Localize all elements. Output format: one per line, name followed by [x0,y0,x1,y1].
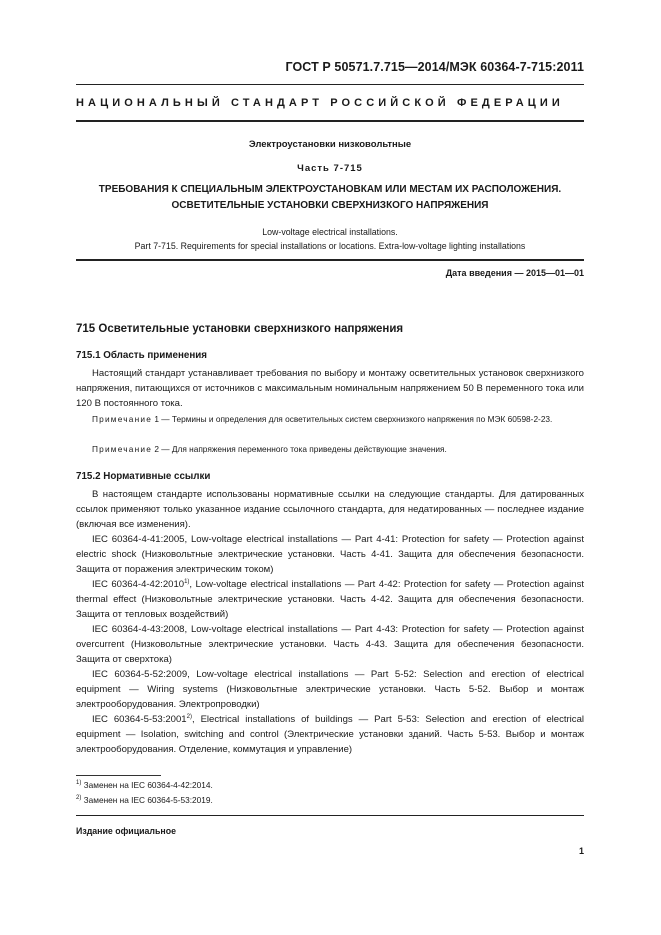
note-1-label: Примечание [92,414,153,424]
footer-rule [76,815,584,816]
top-rule [76,120,584,122]
standard-part-title: Часть 7-715 [297,163,363,174]
english-title [76,226,584,253]
section-heading: 715 Осветительные установки сверхнизкого напряжения [76,323,404,335]
official-edition-label: Издание официальное [76,826,176,836]
footnote-2-mark: 2) [76,795,82,801]
scope-paragraph [76,366,584,411]
standard-main-title [76,182,584,213]
title-bottom-rule [76,259,584,261]
ref-iec-60364-5-53-text: , Electrical installations of buildings — Part 5-53: Selection and erection of electrical equipment — Isolation, switching and control (Электрические установки зданий. Часть 5-53. Выбор и монтаж электрооборудования. Отделение, коммутация и управление) [76,714,584,755]
footnote-separator [76,775,161,776]
ref-iec-60364-4-41: IEC 60364-4-41:2005, Low-voltage electrical installations — Part 4-41: Protection for safety — Protection against electric shock (Низковольтные электрические установки. Часть 4-41. Защита для обеспечения безопасности. Защита от поражения электрическим током) [76,534,584,575]
footnote-ref-2[interactable]: 2) [186,714,192,720]
ref-iec-60364-5-52: IEC 60364-5-52:2009, Low-voltage electrical installations — Part 5-52: Selection and erection of electrical equipment — Wiring systems (Низковольтные электрические установки. Часть 5-52. Выбор и монтаж электрооборудования. Электропроводки) [76,669,584,710]
note-1-text: 1 — Термины и определения для осветительных систем сверхнизкого напряжения по МЭК 60598-2-23. [154,414,553,424]
english-title-line2: Part 7-715. Requirements for special installations or locations. Extra-low-voltage lighting installations [134,240,526,251]
main-title-line1: ТРЕБОВАНИЯ К СПЕЦИАЛЬНЫМ ЭЛЕКТРОУСТАНОВКАМ ИЛИ МЕСТАМ ИХ РАСПОЛОЖЕНИЯ. [98,184,562,195]
gost-code: ГОСТ Р 50571.7.715—2014/МЭК 60364-7-715:2011 [285,60,584,74]
ref-iec-60364-4-43: IEC 60364-4-43:2008, Low-voltage electrical installations — Part 4-43: Protection for safety — Protection against overcurrent (Низковольтные электрические установки. Часть 4-43. Защита для обеспечения безопасности. Защита от сверхтока) [76,624,584,665]
ref-iec-60364-4-42 [76,577,584,622]
ref-iec-60364-5-53 [76,712,584,757]
footnote-1-text: Заменен на IEC 60364-4-42:2014. [81,780,213,790]
ref-iec-60364-4-42-text: , Low-voltage electrical installations — Part 4-42: Protection for safety — Protection against thermal effect (Низковольтные электрические установки. Часть 4-42. Защита для обеспечения безопасности. Защита от тепловых воздействий) [76,579,584,620]
note-2-text: 2 — Для напряжения переменного тока приведены действующие значения. [154,444,447,454]
refs-intro: В настоящем стандарте использованы нормативные ссылки на следующие стандарты. Для датированных ссылок применяют только указанное издание ссылочного стандарта, для недатированных — последнее издание (включая все изменения). [76,489,584,530]
main-title-line2: ОСВЕТИТЕЛЬНЫЕ УСТАНОВКИ СВЕРХНИЗКОГО НАПРЯЖЕНИЯ [171,199,489,211]
note-2 [76,443,584,457]
introduction-date: Дата введения — 2015—01—01 [445,268,584,278]
national-standard-title: НАЦИОНАЛЬНЫЙ СТАНДАРТ РОССИЙСКОЙ ФЕДЕРАЦИИ [76,97,564,109]
header-rule [76,84,584,85]
standard-group-title: Электроустановки низковольтные [248,139,412,150]
normative-refs [76,487,584,757]
english-title-line1: Low-voltage electrical installations. [262,227,398,237]
subsection-1-heading: 715.1 Область применения [76,350,207,361]
scope-text: Настоящий стандарт устанавливает требования по выбору и монтажу осветительных установок сверхнизкого напряжения, питающихся от источников с максимальным номинальным напряжением 50 В переменного тока или 120 В постоянного тока. [76,368,584,409]
subsection-2-heading: 715.2 Нормативные ссылки [76,471,211,482]
page-number: 1 [578,846,584,856]
footnote-ref-1[interactable]: 1) [184,579,190,585]
note-1 [76,413,584,427]
ref-iec-60364-4-42-code: IEC 60364-4-42:2010 [92,579,185,590]
ref-iec-60364-5-53-code: IEC 60364-5-53:2001 [92,714,187,725]
note-2-label: Примечание [92,444,153,454]
footnote-2-text: Заменен на IEC 60364-5-53:2019. [81,795,213,805]
footnote-1-mark: 1) [76,780,82,786]
footnote-2 [76,795,213,805]
footnote-1 [76,780,213,790]
